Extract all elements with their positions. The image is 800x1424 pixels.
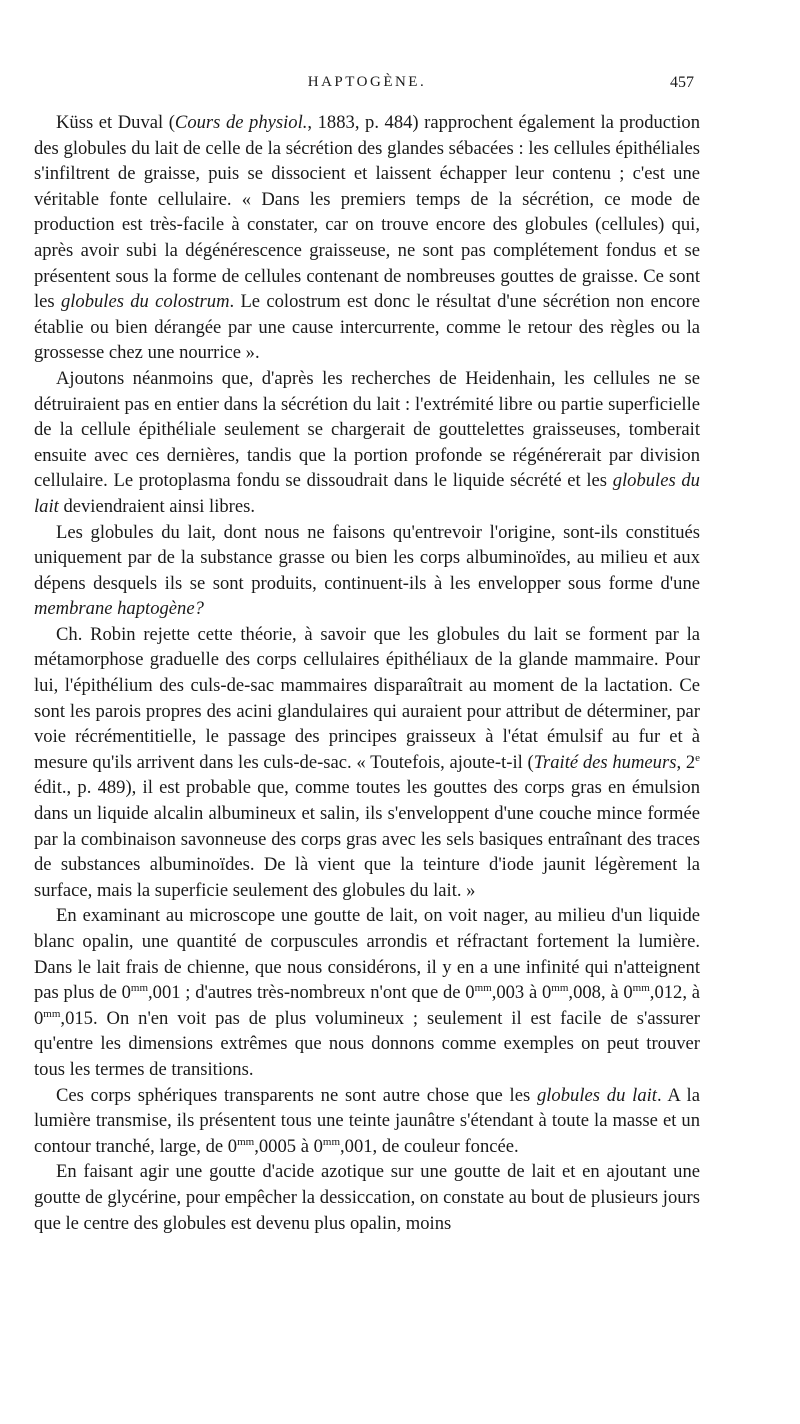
text-run: ,0005 à 0 bbox=[254, 1135, 323, 1157]
text-run: ,015. On n'en voit pas de plus volumineux ; seulement il est facile de s'assurer qu'entre les dimensions extrêmes que nous donnons comme exemples on peut trouver tous les termes de transitions. bbox=[34, 1007, 700, 1080]
italic-text: globules du lait bbox=[536, 1084, 657, 1106]
text-run: ,003 à 0 bbox=[491, 982, 552, 1004]
running-title: HAPTOGÈNE. bbox=[307, 74, 427, 90]
superscript-text: mm bbox=[322, 1135, 341, 1148]
superscript-text: mm bbox=[632, 982, 650, 995]
running-header bbox=[34, 74, 700, 96]
text-run: En faisant agir une goutte d'acide azotique sur une goutte de lait et en ajoutant une goutte de glycérine, pour empêcher la dessiccation, on constate au bout de plusieurs jours que le centre des globules est devenu plus opalin, moins bbox=[34, 1161, 700, 1234]
paragraph bbox=[34, 110, 700, 366]
paragraph bbox=[34, 1159, 700, 1236]
paragraph bbox=[34, 366, 700, 520]
page-body bbox=[34, 110, 700, 1236]
text-run: Küss et Duval ( bbox=[56, 112, 175, 133]
text-run: édit., p. 489), il est probable que, comme toutes les gouttes des corps gras en émulsion dans un liquide alcalin albumineux et salin, ils s'enveloppent d'une couche mince formée par la combinaison savonneuse des corps gras avec les sels basiques entraînant des traces de substances albuminoïdes. De là vient que la teinture d'iode jaunit légèrement la surface, mais la superficie seulement des globules du lait. » bbox=[34, 777, 700, 901]
paragraph bbox=[34, 1083, 700, 1160]
italic-text: Cours de physiol. bbox=[174, 112, 308, 133]
italic-text: Traité des humeurs bbox=[533, 751, 677, 773]
text-run: ,001 ; d'autres très-nombreux n'ont que de 0 bbox=[148, 982, 475, 1004]
text-run: ,008, à 0 bbox=[568, 982, 633, 1004]
text-run: , 1883, p. 484) rapprochent également la production des globules du lait de celle de la sécrétion des glandes sébacées : les cellules épithéliales s'infiltrent de graisse, puis se dissocient et laissent échapper leur contenu ; c'est une véritable fonte cellulaire. « Dans les premiers temps de la sécrétion, ce mode de production est très-facile à constater, car on trouve encore des globules (cellules) qui, après avoir subi la dégénérescence graisseuse, ne sont pas complétement fondus et se présentent sous la forme de cellules contenant de nombreuses gouttes de graisse. Ce sont les bbox=[34, 112, 700, 313]
text-run: . Le colostrum est donc le résultat d'une sécrétion non encore établie ou bien dérangée par une cause intercurrente, comme le retour des règles ou la grossesse chez une nourrice ». bbox=[34, 291, 700, 364]
text-run: Les globules du lait, dont nous ne faisons qu'entrevoir l'origine, sont-ils constitués uniquement par de la substance grasse ou bien les corps albuminoïdes, au milieu et aux dépens desquels ils se sont produits, continuent-ils à les envelopper sous forme d'une bbox=[34, 521, 700, 594]
superscript-text: mm bbox=[474, 982, 492, 995]
text-run: ,012, à 0 bbox=[34, 982, 700, 1029]
page-number: 457 bbox=[670, 74, 694, 91]
italic-text: globules du colostrum bbox=[60, 291, 230, 313]
superscript-text: mm bbox=[551, 982, 569, 995]
italic-text: membrane haptogène? bbox=[34, 598, 204, 620]
italic-text: globules du lait bbox=[34, 470, 700, 517]
superscript-text: mm bbox=[130, 982, 149, 995]
superscript-text: mm bbox=[43, 1007, 61, 1020]
superscript-text: e bbox=[695, 751, 701, 764]
paragraph bbox=[34, 622, 700, 904]
text-run: Ajoutons néanmoins que, d'après les recherches de Heidenhain, les cellules ne se détruiraient pas en entier dans la sécrétion du lait : l'extrémité libre ou partie superficielle de la cellule épithéliale seulement se chargerait de gouttelettes graisseuses, tomberait ensuite avec ces dernières, tandis que la portion profonde se régénérerait par division cellulaire. Le protoplasma fondu se dissoudrait dans le liquide sécrété et les bbox=[34, 367, 700, 492]
text-run: , 2 bbox=[676, 751, 696, 773]
text-run: Ces corps sphériques transparents ne sont autre chose que les bbox=[56, 1084, 537, 1106]
text-run: En examinant au microscope une goutte de lait, on voit nager, au milieu d'un liquide blanc opalin, une quantité de corpuscules arrondis et réfractant fortement la lumière. Dans le lait frais de chienne, que nous considérons, il y en a une infinité qui n'atteignent pas plus de 0 bbox=[34, 905, 700, 1004]
text-run: Ch. Robin rejette cette théorie, à savoir que les globules du lait se forment par la métamorphose graduelle des corps cellulaires épithéliaux de la glande mammaire. Pour lui, l'épithélium des culs-de-sac mammaires disparaîtrait au moment de la lactation. Ce sont les parois propres des acini glandulaires qui auraient pour attribut de déterminer, par voie récrémentitielle, le passage des principes graisseux à l'état émulsif au fur et à mesure qu'ils arrivent dans les culs-de-sac. « Toutefois, ajoute-t-il ( bbox=[34, 623, 700, 773]
text-run: deviendraient ainsi libres. bbox=[58, 495, 256, 517]
paragraph bbox=[34, 903, 700, 1082]
paragraph bbox=[34, 520, 700, 622]
superscript-text: mm bbox=[237, 1135, 255, 1148]
text-run: . A la lumière transmise, ils présentent tous une teinte jaunâtre s'étendant à toute la masse et un contour tranché, large, de 0 bbox=[34, 1084, 700, 1157]
text-run: ,001, de couleur foncée. bbox=[340, 1135, 519, 1157]
